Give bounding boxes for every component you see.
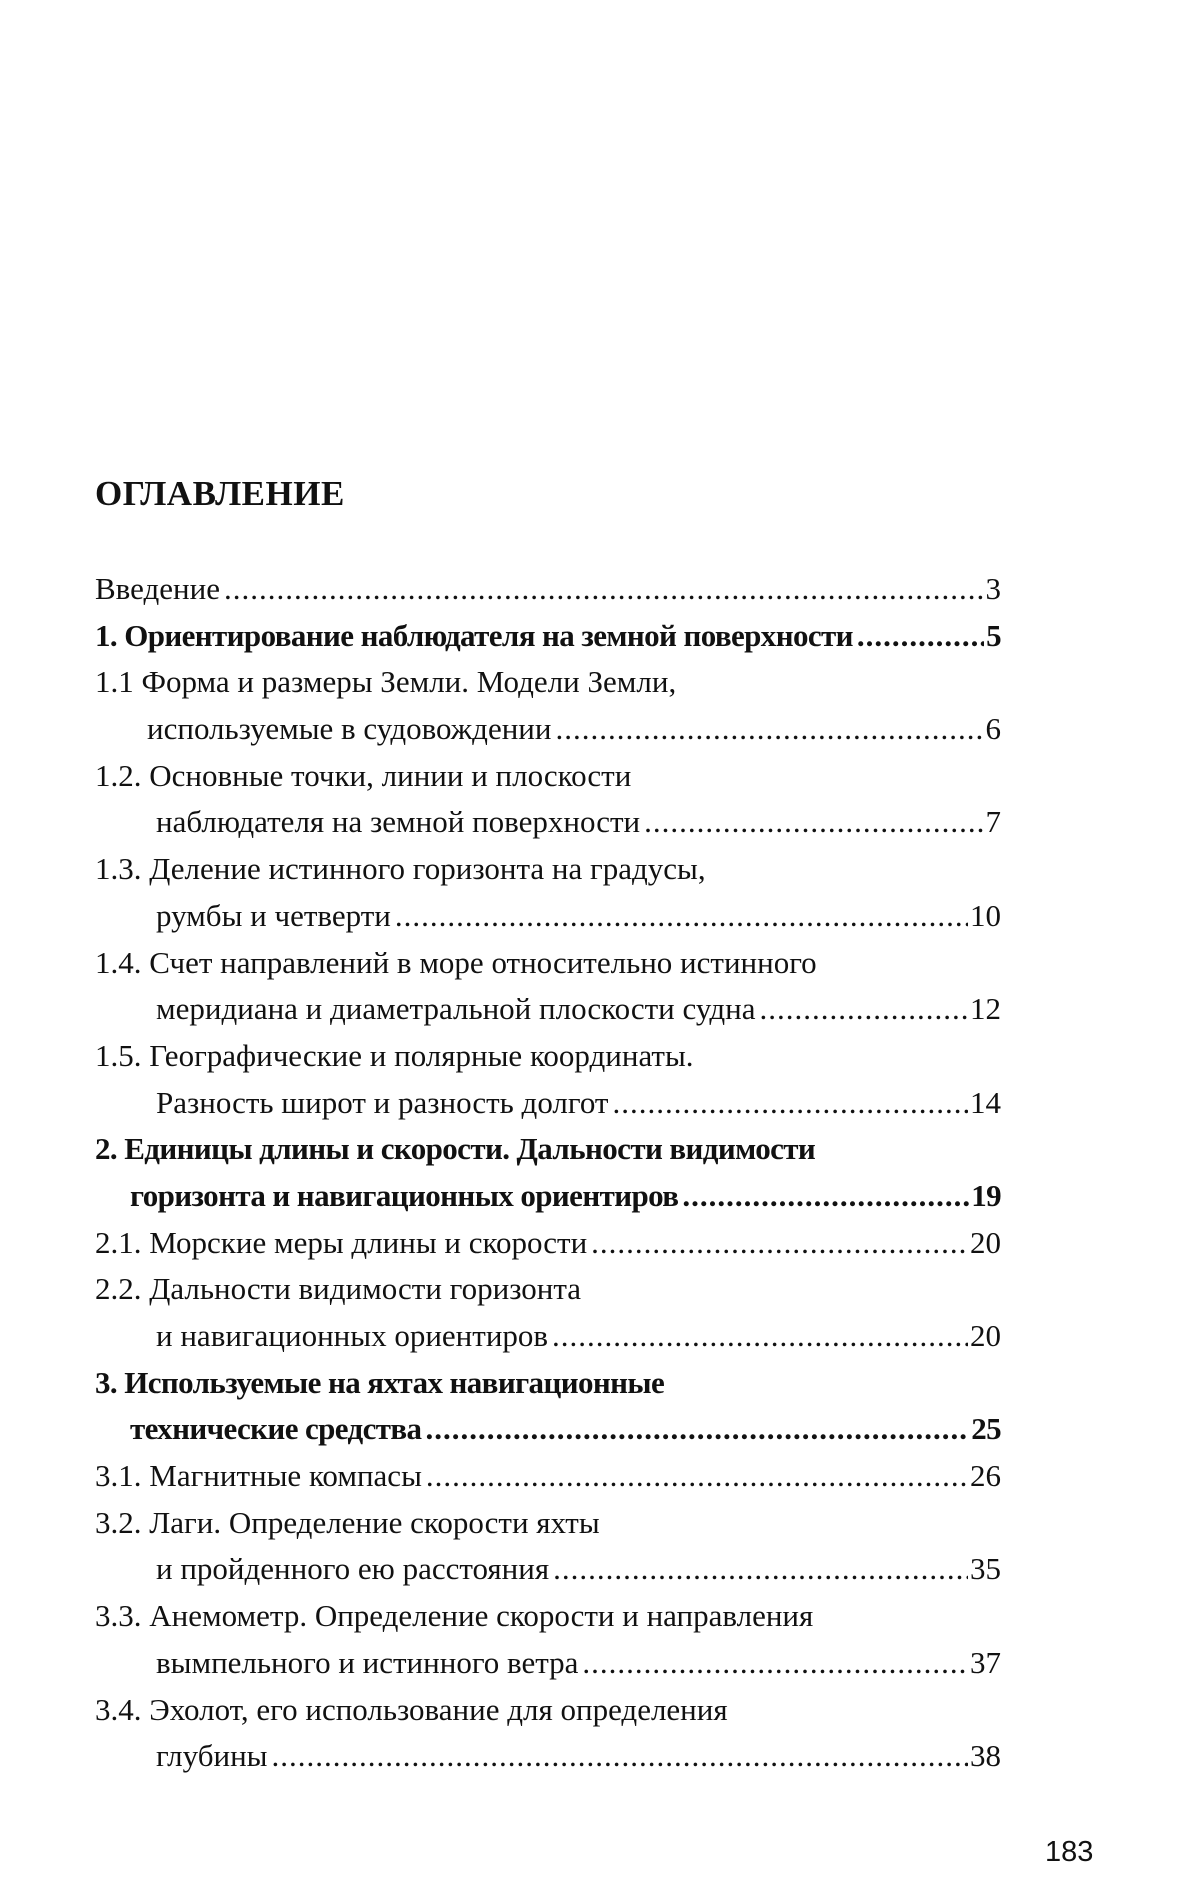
toc-entry-title: 1.1 Форма и размеры Земли. Модели Земли, xyxy=(95,664,677,700)
toc-page-number: 37 xyxy=(970,1644,1001,1680)
toc-section-1-1-line-1[interactable] xyxy=(95,659,1001,706)
toc-section-3-3-line-2[interactable] xyxy=(95,1640,1001,1687)
toc-chapter-1[interactable] xyxy=(95,613,1001,660)
toc-page-number: 7 xyxy=(985,804,1001,840)
toc-page-number: 14 xyxy=(970,1084,1001,1120)
toc-entry-title: Введение xyxy=(95,571,220,606)
toc-section-3-4-line-1[interactable] xyxy=(95,1687,1001,1734)
toc-chapter-2-line-2[interactable] xyxy=(95,1173,1001,1220)
dot-leader xyxy=(555,706,983,753)
dot-leader xyxy=(644,799,983,846)
toc-chapter-title: 3. Используемые на яхтах навигационные xyxy=(95,1364,665,1400)
toc-section-1-5-line-2[interactable] xyxy=(95,1080,1001,1127)
toc-section-3-4-line-2[interactable] xyxy=(95,1733,1001,1780)
toc-page-number: 10 xyxy=(970,897,1001,933)
toc-entry-title: 1.5. Географические и полярные координаты. xyxy=(95,1037,694,1073)
toc-chapter-title: технические средства xyxy=(130,1411,422,1447)
toc-section-2-2-line-1[interactable] xyxy=(95,1266,1001,1313)
toc-page-number: 12 xyxy=(970,991,1001,1027)
toc-chapter-title: горизонта и навигационных ориентиров xyxy=(130,1177,679,1213)
toc-page-number: 19 xyxy=(971,1177,1001,1213)
toc-entry-title: 2.2. Дальности видимости горизонта xyxy=(95,1271,582,1307)
toc-page-number: 20 xyxy=(970,1224,1001,1260)
toc-list xyxy=(95,566,1001,1780)
dot-leader xyxy=(271,1733,968,1780)
dot-leader xyxy=(425,1406,969,1453)
toc-section-1-5-line-1[interactable] xyxy=(95,1033,1001,1080)
dot-leader xyxy=(224,566,984,613)
toc-chapter-3-line-2[interactable] xyxy=(95,1406,1001,1453)
toc-section-2-2-line-2[interactable] xyxy=(95,1313,1001,1360)
toc-chapter-2-line-1[interactable] xyxy=(95,1126,1001,1173)
toc-entry-title: 1.3. Деление истинного горизонта на градусы, xyxy=(95,851,706,887)
toc-page-number: 25 xyxy=(971,1411,1001,1447)
toc-page-number: 35 xyxy=(970,1551,1001,1587)
dot-leader xyxy=(426,1453,968,1500)
dot-leader xyxy=(591,1220,968,1267)
toc-entry-title: Разность широт и разность долгот xyxy=(156,1084,609,1120)
toc-entry-title: используемые в судовождении xyxy=(147,711,552,747)
toc-section-1-2-line-1[interactable] xyxy=(95,753,1001,800)
toc-section-3-2-line-2[interactable] xyxy=(95,1546,1001,1593)
dot-leader xyxy=(553,1546,968,1593)
toc-section-1-4-line-1[interactable] xyxy=(95,940,1001,987)
toc-entry-title: 2.1. Морские меры длины и скорости xyxy=(95,1224,588,1260)
toc-entry-title: и навигационных ориентиров xyxy=(156,1318,549,1353)
toc-entry-title: 3.3. Анемометр. Определение скорости и направления xyxy=(95,1598,814,1634)
toc-chapter-3-line-1[interactable] xyxy=(95,1360,1001,1407)
toc-entry-title: 1.4. Счет направлений в море относительно истинного xyxy=(95,944,817,980)
toc-entry-title: 3.2. Лаги. Определение скорости яхты xyxy=(95,1504,600,1540)
toc-section-3-2-line-1[interactable] xyxy=(95,1500,1001,1547)
toc-entry-introduction[interactable] xyxy=(95,566,1001,613)
toc-section-1-3-line-1[interactable] xyxy=(95,846,1001,893)
toc-entry-title: румбы и четверти xyxy=(156,897,391,933)
toc-entry-title: меридиана и диаметральной плоскости судна xyxy=(156,991,756,1027)
toc-section-1-3-line-2[interactable] xyxy=(95,893,1001,940)
toc-section-3-3-line-1[interactable] xyxy=(95,1593,1001,1640)
dot-leader xyxy=(760,986,968,1033)
toc-section-1-2-line-2[interactable] xyxy=(95,799,1001,846)
page-number: 183 xyxy=(1045,1836,1094,1868)
toc-page-number: 3 xyxy=(985,571,1001,606)
toc-entry-title: 3.1. Магнитные компасы xyxy=(95,1458,422,1494)
dot-leader xyxy=(552,1313,968,1360)
toc-page-number: 6 xyxy=(985,711,1001,747)
toc-entry-title: вымпельного и истинного ветра xyxy=(156,1644,579,1680)
dot-leader xyxy=(857,613,984,660)
dot-leader xyxy=(612,1080,968,1127)
toc-page-number: 38 xyxy=(970,1738,1001,1774)
toc-page-number: 20 xyxy=(970,1318,1001,1353)
toc-page-number: 5 xyxy=(986,617,1001,653)
toc-section-1-1-line-2[interactable] xyxy=(95,706,1001,753)
dot-leader xyxy=(395,893,968,940)
toc-entry-title: глубины xyxy=(156,1738,268,1774)
toc-page-number: 26 xyxy=(970,1458,1001,1494)
toc-section-1-4-line-2[interactable] xyxy=(95,986,1001,1033)
toc-section-2-1[interactable] xyxy=(95,1220,1001,1267)
dot-leader xyxy=(682,1173,969,1220)
toc-entry-title: и пройденного ею расстояния xyxy=(156,1551,550,1587)
dot-leader xyxy=(582,1640,968,1687)
toc-entry-title: наблюдателя на земной поверхности xyxy=(156,804,641,840)
toc-heading: ОГЛАВЛЕНИЕ xyxy=(95,474,345,513)
toc-chapter-title: 1. Ориентирование наблюдателя на земной поверхности xyxy=(95,617,853,653)
toc-entry-title: 3.4. Эхолот, его использование для определения xyxy=(95,1691,728,1727)
toc-section-3-1[interactable] xyxy=(95,1453,1001,1500)
toc-chapter-title: 2. Единицы длины и скорости. Дальности видимости xyxy=(95,1131,816,1167)
toc-entry-title: 1.2. Основные точки, линии и плоскости xyxy=(95,757,632,793)
